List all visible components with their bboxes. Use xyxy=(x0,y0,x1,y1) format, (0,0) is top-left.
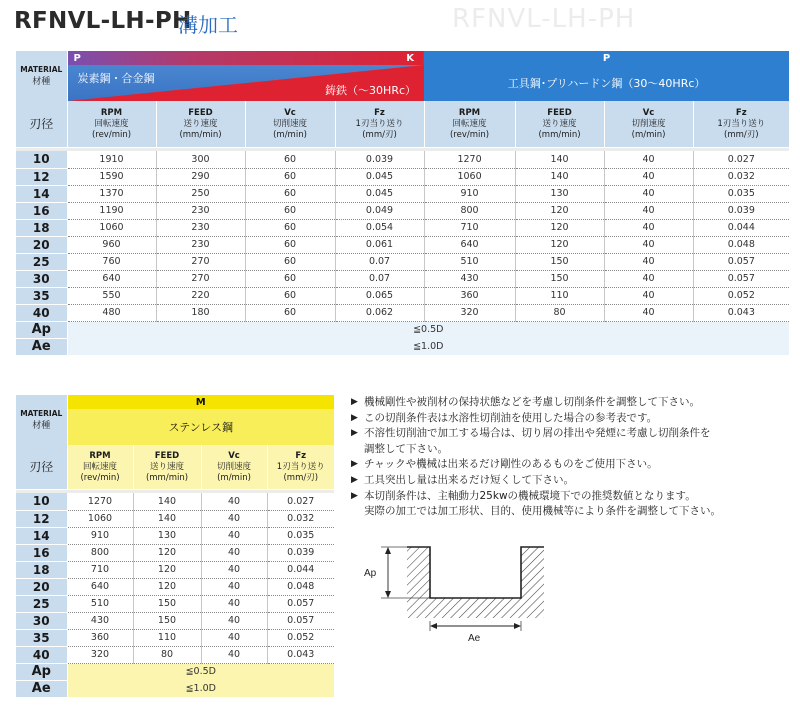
diameter-cell: 25 xyxy=(16,595,67,612)
grade-stainless-steel: ステンレス鋼 xyxy=(67,409,334,445)
value-cell-f1: 250 xyxy=(156,185,245,202)
diameter-header: 刃径 xyxy=(16,101,67,147)
value-cell-z1: 0.07 xyxy=(335,270,424,287)
table-row xyxy=(16,219,789,236)
rpm-header-unit: (rev/min) xyxy=(449,129,490,140)
value-cell-v2: 40 xyxy=(604,151,693,168)
feed-header-en: FEED xyxy=(547,107,572,118)
rpm-header-en: RPM xyxy=(100,107,123,118)
rpm-header-en: RPM xyxy=(89,450,111,461)
rpm-header xyxy=(67,101,156,147)
value-cell-v1: 60 xyxy=(245,253,335,270)
table-row xyxy=(16,185,789,202)
table-row xyxy=(16,304,789,321)
fz-header-en: Fz xyxy=(374,107,385,118)
fz-header-en: Fz xyxy=(735,107,747,118)
vc-header xyxy=(245,101,335,147)
cutting-conditions-table-stainless xyxy=(16,395,334,698)
value-cell-f: 150 xyxy=(133,612,201,629)
value-cell-v2: 40 xyxy=(604,304,693,321)
cutting-conditions-table-top xyxy=(16,51,789,356)
value-cell-f2: 150 xyxy=(515,270,604,287)
table-row xyxy=(16,202,789,219)
value-cell-r: 1270 xyxy=(67,493,133,510)
value-cell-z1: 0.045 xyxy=(335,185,424,202)
feed-header xyxy=(156,101,245,147)
vc-header xyxy=(201,445,267,489)
table-row xyxy=(16,236,789,253)
value-cell-z2: 0.039 xyxy=(693,202,789,219)
value-cell-v: 40 xyxy=(201,646,267,663)
iso-k-label: K xyxy=(406,52,415,64)
product-code-title: RFNVL-LH-PH xyxy=(14,8,192,34)
value-cell-z1: 0.061 xyxy=(335,236,424,253)
value-cell-v2: 40 xyxy=(604,219,693,236)
vc-header xyxy=(604,101,693,147)
value-cell-f: 140 xyxy=(133,510,201,527)
diameter-cell: 35 xyxy=(16,629,67,646)
diameter-cell: 25 xyxy=(16,253,67,270)
value-cell-z: 0.027 xyxy=(267,493,334,510)
value-cell-v1: 60 xyxy=(245,304,335,321)
value-cell-z2: 0.032 xyxy=(693,168,789,185)
fz-header-unit: (mm/刃) xyxy=(283,472,319,483)
value-cell-z1: 0.039 xyxy=(335,151,424,168)
grade-tool-steel: 工具鋼･プリハードン鋼（30～40HRc） xyxy=(507,77,706,90)
table-row xyxy=(16,253,789,270)
ae-value: ≦1.0D xyxy=(67,338,789,355)
value-cell-v2: 40 xyxy=(604,236,693,253)
fz-header xyxy=(335,101,424,147)
process-title: 溝加工 xyxy=(178,13,238,37)
value-cell-f: 120 xyxy=(133,578,201,595)
note-text: 不溶性切削油で加工する場合は、切り屑の排出や発煙に考慮し切削条件を xyxy=(364,427,711,440)
note-item xyxy=(351,457,791,473)
value-cell-r: 800 xyxy=(67,544,133,561)
ap-value: ≦0.5D xyxy=(67,321,789,338)
note-bullet-icon: ▶ xyxy=(351,428,358,439)
iso-p-label: P xyxy=(73,52,81,64)
value-cell-r: 910 xyxy=(67,527,133,544)
feed-header-en: FEED xyxy=(154,450,180,461)
diameter-cell: 18 xyxy=(16,561,67,578)
value-cell-z1: 0.045 xyxy=(335,168,424,185)
ap-value: ≦0.5D xyxy=(67,663,334,680)
diameter-cell: 12 xyxy=(16,510,67,527)
value-cell-z2: 0.052 xyxy=(693,287,789,304)
value-cell-f: 80 xyxy=(133,646,201,663)
value-cell-r1: 1060 xyxy=(67,219,156,236)
value-cell-r2: 910 xyxy=(424,185,515,202)
ae-row-label: Ae xyxy=(16,338,67,355)
table-row xyxy=(16,527,334,544)
note-continuation xyxy=(351,442,791,458)
value-cell-r: 640 xyxy=(67,578,133,595)
groove-diagram xyxy=(355,535,555,647)
value-cell-v1: 60 xyxy=(245,287,335,304)
note-text: この切削条件表は水溶性切削油を使用した場合の参考表です。 xyxy=(364,411,658,424)
value-cell-v1: 60 xyxy=(245,236,335,253)
value-cell-r2: 320 xyxy=(424,304,515,321)
value-cell-f1: 180 xyxy=(156,304,245,321)
note-item xyxy=(351,473,791,489)
diameter-cell: 14 xyxy=(16,527,67,544)
diameter-header: 刃径 xyxy=(16,445,67,489)
value-cell-z: 0.057 xyxy=(267,612,334,629)
value-cell-v: 40 xyxy=(201,629,267,646)
value-cell-v: 40 xyxy=(201,493,267,510)
fz-header-unit: (mm/刃) xyxy=(362,129,397,140)
vc-header-unit: (m/min) xyxy=(217,472,251,483)
top-table-body xyxy=(16,151,789,321)
grade-header-left xyxy=(67,65,424,101)
fz-header-jp: 1刃当り送り xyxy=(276,461,325,472)
vc-header-en: Vc xyxy=(284,107,296,118)
table-row xyxy=(16,578,334,595)
value-cell-f1: 300 xyxy=(156,151,245,168)
note-bullet-icon: ▶ xyxy=(351,474,358,485)
fz-header-jp: 1刃当り送り xyxy=(355,118,404,129)
value-cell-r2: 430 xyxy=(424,270,515,287)
fz-header xyxy=(267,445,334,489)
iso-m-bar: M xyxy=(67,395,334,409)
table-row xyxy=(16,168,789,185)
value-cell-v1: 60 xyxy=(245,219,335,236)
note-item xyxy=(351,426,791,442)
value-cell-z2: 0.057 xyxy=(693,253,789,270)
diameter-cell: 16 xyxy=(16,202,67,219)
value-cell-z2: 0.048 xyxy=(693,236,789,253)
value-cell-v2: 40 xyxy=(604,202,693,219)
value-cell-f2: 80 xyxy=(515,304,604,321)
diameter-cell: 18 xyxy=(16,219,67,236)
diameter-cell: 14 xyxy=(16,185,67,202)
ap-row-label: Ap xyxy=(16,321,67,338)
value-cell-f2: 120 xyxy=(515,202,604,219)
ap-dimension-label: Ap xyxy=(364,568,377,579)
value-cell-v1: 60 xyxy=(245,168,335,185)
table-row xyxy=(16,646,334,663)
value-cell-r1: 1910 xyxy=(67,151,156,168)
table-row xyxy=(16,510,334,527)
value-cell-r2: 800 xyxy=(424,202,515,219)
rpm-header-en: RPM xyxy=(458,107,481,118)
feed-header-unit: (mm/min) xyxy=(179,129,222,140)
diameter-cell: 30 xyxy=(16,270,67,287)
table-row xyxy=(16,629,334,646)
rpm-header xyxy=(67,445,133,489)
diameter-cell: 20 xyxy=(16,236,67,253)
note-bullet-icon: ▶ xyxy=(351,412,358,423)
value-cell-r: 510 xyxy=(67,595,133,612)
value-cell-v2: 40 xyxy=(604,168,693,185)
value-cell-z2: 0.057 xyxy=(693,270,789,287)
diameter-cell: 20 xyxy=(16,578,67,595)
value-cell-f: 120 xyxy=(133,544,201,561)
vc-header-unit: (m/min) xyxy=(273,129,307,140)
table-row xyxy=(16,544,334,561)
value-cell-z: 0.043 xyxy=(267,646,334,663)
value-cell-f1: 220 xyxy=(156,287,245,304)
fz-header-jp: 1刃当り送り xyxy=(717,118,766,129)
feed-header-unit: (mm/min) xyxy=(538,129,581,140)
vc-header-en: Vc xyxy=(228,450,240,461)
value-cell-r1: 640 xyxy=(67,270,156,287)
workpiece-hatch xyxy=(407,547,544,618)
value-cell-r2: 1060 xyxy=(424,168,515,185)
iso-p-label-right: P xyxy=(602,52,611,64)
note-bullet-icon: ▶ xyxy=(351,490,358,501)
value-cell-z: 0.032 xyxy=(267,510,334,527)
value-cell-z1: 0.07 xyxy=(335,253,424,270)
value-cell-z1: 0.065 xyxy=(335,287,424,304)
value-cell-v: 40 xyxy=(201,595,267,612)
value-cell-f: 140 xyxy=(133,493,201,510)
note-text: 実際の加工では加工形状、目的、使用機械等により条件を調整して下さい。 xyxy=(364,505,721,518)
value-cell-r2: 710 xyxy=(424,219,515,236)
value-cell-f1: 230 xyxy=(156,236,245,253)
value-cell-r2: 1270 xyxy=(424,151,515,168)
value-cell-z: 0.048 xyxy=(267,578,334,595)
note-item xyxy=(351,489,791,505)
value-cell-z1: 0.062 xyxy=(335,304,424,321)
fz-header-en: Fz xyxy=(295,450,307,461)
rpm-header-unit: (rev/min) xyxy=(91,129,132,140)
value-cell-z: 0.052 xyxy=(267,629,334,646)
fz-header xyxy=(693,101,789,147)
diameter-cell: 12 xyxy=(16,168,67,185)
value-cell-r: 360 xyxy=(67,629,133,646)
table-row xyxy=(16,612,334,629)
value-cell-z2: 0.027 xyxy=(693,151,789,168)
diameter-cell: 40 xyxy=(16,646,67,663)
note-bullet-icon: ▶ xyxy=(351,397,358,407)
material-header xyxy=(16,395,67,445)
grade-carbon-alloy-steel: 炭素鋼・合金鋼 xyxy=(77,72,155,85)
feed-header-jp: 送り速度 xyxy=(183,118,218,129)
material-label-jp: 材種 xyxy=(32,421,51,431)
value-cell-r: 710 xyxy=(67,561,133,578)
value-cell-r1: 1370 xyxy=(67,185,156,202)
note-text: 調整して下さい。 xyxy=(364,442,448,455)
table-row xyxy=(16,493,334,510)
value-cell-f2: 120 xyxy=(515,236,604,253)
value-cell-f1: 230 xyxy=(156,219,245,236)
feed-header xyxy=(515,101,604,147)
value-cell-r1: 1590 xyxy=(67,168,156,185)
value-cell-v2: 40 xyxy=(604,287,693,304)
value-cell-v: 40 xyxy=(201,527,267,544)
usage-notes xyxy=(351,395,791,520)
value-cell-f2: 150 xyxy=(515,253,604,270)
diameter-cell: 30 xyxy=(16,612,67,629)
value-cell-r1: 760 xyxy=(67,253,156,270)
value-cell-f: 120 xyxy=(133,561,201,578)
value-cell-v1: 60 xyxy=(245,151,335,168)
value-cell-f1: 290 xyxy=(156,168,245,185)
rpm-header-unit: (rev/min) xyxy=(80,472,120,483)
diameter-cell: 16 xyxy=(16,544,67,561)
value-cell-r: 430 xyxy=(67,612,133,629)
feed-header-jp: 送り速度 xyxy=(542,118,577,129)
value-cell-z: 0.039 xyxy=(267,544,334,561)
value-cell-v2: 40 xyxy=(604,270,693,287)
value-cell-f2: 130 xyxy=(515,185,604,202)
note-text: チャックや機械は出来るだけ剛性のあるものをご使用下さい。 xyxy=(364,458,658,471)
value-cell-f1: 230 xyxy=(156,202,245,219)
value-cell-r2: 510 xyxy=(424,253,515,270)
value-cell-z: 0.044 xyxy=(267,561,334,578)
value-cell-v2: 40 xyxy=(604,253,693,270)
value-cell-r1: 1190 xyxy=(67,202,156,219)
rpm-header-jp: 回転速度 xyxy=(94,118,129,129)
value-cell-f: 110 xyxy=(133,629,201,646)
value-cell-v: 40 xyxy=(201,544,267,561)
table-row xyxy=(16,595,334,612)
note-item xyxy=(351,395,791,411)
feed-header-unit: (mm/min) xyxy=(145,472,189,483)
value-cell-z2: 0.043 xyxy=(693,304,789,321)
table-row xyxy=(16,270,789,287)
value-cell-r1: 960 xyxy=(67,236,156,253)
ae-dimension-label: Ae xyxy=(468,633,481,644)
note-bullet-icon: ▶ xyxy=(351,459,358,470)
value-cell-r1: 550 xyxy=(67,287,156,304)
value-cell-f2: 110 xyxy=(515,287,604,304)
value-cell-r1: 480 xyxy=(67,304,156,321)
value-cell-v1: 60 xyxy=(245,185,335,202)
table-row xyxy=(16,151,789,168)
diameter-cell: 40 xyxy=(16,304,67,321)
value-cell-f2: 140 xyxy=(515,168,604,185)
value-cell-v: 40 xyxy=(201,612,267,629)
value-cell-z2: 0.044 xyxy=(693,219,789,236)
value-cell-f1: 270 xyxy=(156,253,245,270)
value-cell-v1: 60 xyxy=(245,202,335,219)
value-cell-f: 150 xyxy=(133,595,201,612)
value-cell-v: 40 xyxy=(201,561,267,578)
grade-cast-iron: 鋳鉄（～30HRc） xyxy=(325,84,417,97)
iso-p-bar xyxy=(424,51,789,65)
note-text: 本切削条件は、主軸動力25kwの機械環境下での推奨数値となります。 xyxy=(364,489,696,502)
ae-value: ≦1.0D xyxy=(67,680,334,697)
vc-header-unit: (m/min) xyxy=(631,129,666,140)
diameter-cell: 10 xyxy=(16,493,67,510)
material-label-jp: 材種 xyxy=(32,77,51,87)
ap-row-label: Ap xyxy=(16,663,67,680)
vc-header-jp: 切削速度 xyxy=(272,118,307,129)
rpm-header-jp: 回転速度 xyxy=(452,118,487,129)
material-label-en: MATERIAL xyxy=(20,65,63,74)
iso-pk-bar xyxy=(67,51,424,65)
value-cell-f: 130 xyxy=(133,527,201,544)
value-cell-r2: 640 xyxy=(424,236,515,253)
stainless-table-body xyxy=(16,493,334,663)
material-label-en: MATERIAL xyxy=(20,409,63,418)
value-cell-r: 1060 xyxy=(67,510,133,527)
value-cell-f2: 140 xyxy=(515,151,604,168)
value-cell-f1: 270 xyxy=(156,270,245,287)
fz-header-unit: (mm/刃) xyxy=(724,129,759,140)
value-cell-z2: 0.035 xyxy=(693,185,789,202)
feed-header-en: FEED xyxy=(188,107,213,118)
feed-header-jp: 送り速度 xyxy=(149,461,184,472)
table-row xyxy=(16,287,789,304)
value-cell-v1: 60 xyxy=(245,270,335,287)
note-item xyxy=(351,411,791,427)
feed-header xyxy=(133,445,201,489)
value-cell-z1: 0.049 xyxy=(335,202,424,219)
background-watermark-text: RFNVL-LH-PH xyxy=(452,4,636,34)
diameter-cell: 10 xyxy=(16,151,67,168)
note-continuation xyxy=(351,504,791,520)
rpm-header-jp: 回転速度 xyxy=(82,461,117,472)
material-header xyxy=(16,51,67,101)
vc-header-jp: 切削速度 xyxy=(631,118,666,129)
vc-header-en: Vc xyxy=(642,107,655,118)
rpm-header xyxy=(424,101,515,147)
value-cell-r2: 360 xyxy=(424,287,515,304)
value-cell-z: 0.057 xyxy=(267,595,334,612)
value-cell-f2: 120 xyxy=(515,219,604,236)
value-cell-v: 40 xyxy=(201,510,267,527)
grade-header-right xyxy=(424,65,789,101)
table-row xyxy=(16,561,334,578)
value-cell-v: 40 xyxy=(201,578,267,595)
ae-row-label: Ae xyxy=(16,680,67,697)
value-cell-r: 320 xyxy=(67,646,133,663)
value-cell-z: 0.035 xyxy=(267,527,334,544)
value-cell-z1: 0.054 xyxy=(335,219,424,236)
vc-header-jp: 切削速度 xyxy=(216,461,251,472)
value-cell-v2: 40 xyxy=(604,185,693,202)
diameter-cell: 35 xyxy=(16,287,67,304)
note-text: 機械剛性や被削材の保持状態などを考慮し切削条件を調整して下さい。 xyxy=(364,396,700,408)
note-text: 工具突出し量は出来るだけ短くして下さい。 xyxy=(364,473,574,486)
